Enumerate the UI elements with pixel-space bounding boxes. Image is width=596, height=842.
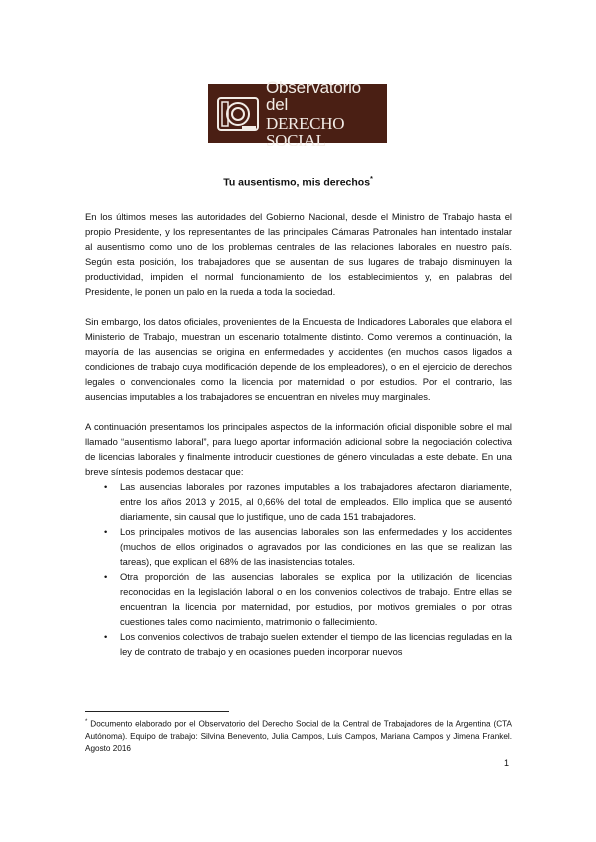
observatorio-logo <box>208 77 387 150</box>
list-item: • Otra proporción de las ausencias laborales se explica por la utilización de licencias reconocidas en la legislación laboral o en los convenios colectivos de trabajo. Entre ellas se encuentran la licencia por maternidad, por estudios, por motivos gremiales o por otras cuestiones tales como nacimiento, matrimonio o fallecimiento. <box>85 569 512 629</box>
footnote-separator <box>85 711 229 712</box>
document-title <box>0 176 596 189</box>
footnote-mark: * <box>85 719 88 725</box>
observatorio-emblem-icon <box>216 92 260 136</box>
paragraph-1: En los últimos meses las autoridades del Gobierno Nacional, desde el Ministro de Trabajo hasta el propio Presidente, y los representantes de las principales Cámaras Patronales han intentado instalar al ausentismo como uno de los problemas centrales de las relaciones laborales en nuestro país. Según esta posición, los trabajadores que se ausentan de sus lugares de trabajo disminuyen la productividad, impiden el normal funcionamiento de los establecimientos y, en palabras del Presidente, le ponen un palo en la rueda a toda la sociedad. <box>85 211 512 297</box>
logo-line-1: Observatorio del <box>266 77 361 114</box>
document-title-text: Tu ausentismo, mis derechos <box>223 176 371 189</box>
footnote-text: Documento elaborado por el Observatorio del Derecho Social de la Central de Trabajadores de la Argentina (CTA Autónoma). Equipo de trabajo: Silvina Benevento, Julia Campos, Luis Campos, Mariana Campos y Jimena Frankel. Agosto 2016 <box>85 719 512 753</box>
page-number: 1 <box>504 758 510 768</box>
paragraph-2: Sin embargo, los datos oficiales, provenientes de la Encuesta de Indicadores Laborales que elabora el Ministerio de Trabajo, muestran un escenario totalmente distinto. Como veremos a continuación, la mayoría de las ausencias se origina en enfermedades y accidentes (en muchos casos ligados a condiciones de trabajo cuya modificación depende de los empleadores), o en el ejercicio de derechos legales o convencionales como la licencia por maternidad o por estudios. Por el contrario, las ausencias imputables a los trabajadores se encuentran en niveles muy marginales. <box>85 316 512 402</box>
summary-list <box>85 479 512 659</box>
list-item: • Los principales motivos de las ausencias laborales son las enfermedades y los accidentes (muchos de ellos originados o agravados por las condiciones en las que se realizan las tareas), que explican el 68% de las inasistencias totales. <box>85 524 512 569</box>
paragraph-3: A continuación presentamos los principales aspectos de la información oficial disponible sobre el mal llamado “ausentismo laboral”, para luego aportar información adicional sobre la negociación colectiva de licencias laborales y finalmente introducir cuestiones de género vinculadas a este debate. En una breve síntesis podemos destacar que: <box>85 421 512 477</box>
logo-line-2: DERECHO SOCIAL <box>266 113 345 150</box>
list-item: • Las ausencias laborales por razones imputables a los trabajadores afectaron diariamente, entre los años 2013 y 2015, al 0,66% del total de empleados. Ello implica que se ausentó diariamente, sin causal que lo justifique, uno de cada 151 trabajadores. <box>85 479 512 524</box>
logo-text <box>266 79 387 149</box>
title-footnote-mark: * <box>370 176 373 183</box>
list-item: • Los convenios colectivos de trabajo suelen extender el tiempo de las licencias reguladas en la ley de contrato de trabajo y en ocasiones pueden incorporar nuevos <box>85 629 512 659</box>
footnote <box>85 716 512 755</box>
document-body <box>85 209 512 659</box>
